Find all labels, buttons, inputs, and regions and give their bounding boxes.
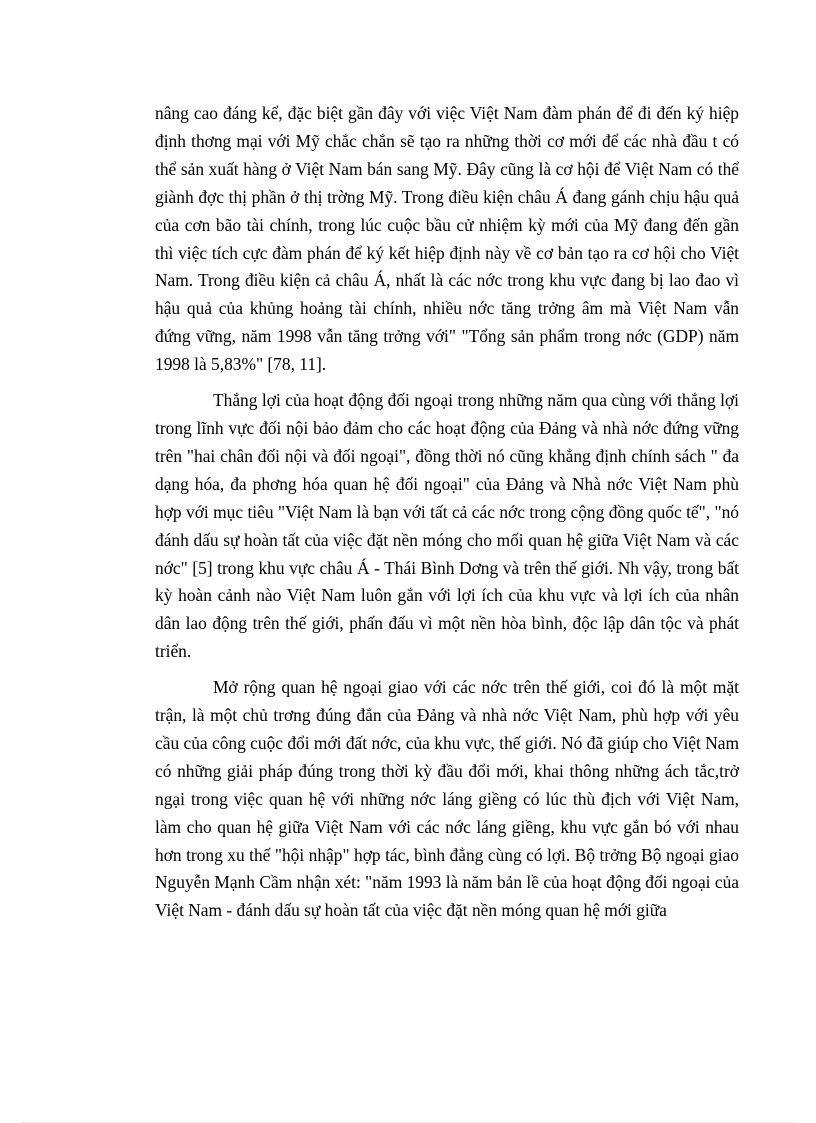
paragraph-continuation: nâng cao đáng kể, đặc biệt gần đây với việc Việt Nam đàm phán để đi đến ký hiệp định thơng mại với Mỹ chắc chắn sẽ tạo ra những thời cơ mới để các nhà đầu t có thể sản xuất hàng ở Việt Nam bán sang Mỹ. Đây cũng là cơ hội để Việt Nam có thể giành đợc thị phần ở thị trờng Mỹ. Trong điều kiện châu Á đang gánh chịu hậu quả của cơn bão tài chính, trong lúc cuộc bầu cử nhiệm kỳ mới của Mỹ đang đến gần thì việc tích cực đàm phán để ký kết hiệp định này về cơ bản tạo ra cơ hội cho Việt Nam. Trong điều kiện cả châu Á, nhất là các nớc trong khu vực đang bị lao đao vì hậu quả của khủng hoảng tài chính, nhiều nớc tăng trởng âm mà Việt Nam vẫn đứng vững, năm 1998 vẫn tăng trởng với" "Tổng sản phẩm trong nớc (GDP) năm 1998 là 5,83%" [78, 11]. bbox=[155, 103, 739, 375]
paragraph-diplomatic-expansion: Mở rộng quan hệ ngoại giao với các nớc trên thế giới, coi đó là một mặt trận, là một chủ trơng đúng đắn của Đảng và nhà nớc Việt Nam, phù hợp với yêu cầu của công cuộc đổi mới đất nớc, của khu vực, thế giới. Nó đã giúp cho Việt Nam có những giải pháp đúng trong thời kỳ đầu đổi mới, khai thông những ách tắc,trở ngại trong việc quan hệ với những nớc láng giềng có lúc thù địch với Việt Nam, làm cho quan hệ giữa Việt Nam với các nớc láng giềng, khu vực gắn bó với nhau hơn trong xu thế "hội nhập" hợp tác, bình đẳng cùng có lợi. Bộ trởng Bộ ngoại giao Nguyễn Mạnh Cầm nhận xét: "năm 1993 là năm bản lề của hoạt động đối ngoại của Việt Nam - đánh dấu sự hoàn tất của việc đặt nền móng quan hệ mới giữa bbox=[155, 677, 739, 921]
document-page bbox=[155, 100, 739, 933]
paragraph-foreign-affairs-victory: Thắng lợi của hoạt động đối ngoại trong những năm qua cùng với thắng lợi trong lĩnh vực đối nội bảo đảm cho các hoạt động của Đảng và nhà nớc đứng vững trên "hai chân đối nội và đối ngoại", đồng thời nó cũng khẳng định chính sách " đa dạng hóa, đa phơng hóa quan hệ đối ngoại" của Đảng và Nhà nớc Việt Nam phù hợp với mục tiêu "Việt Nam là bạn với tất cả các nớc trong cộng đồng quốc tế", "nó đánh dấu sự hoàn tất của việc đặt nền móng cho mối quan hệ giữa Việt Nam và các nớc" [5] trong khu vực châu Á - Thái Bình Dơng và trên thế giới. Nh vậy, trong bất kỳ hoàn cảnh nào Việt Nam luôn gắn với lợi ích của khu vực và lợi ích của nhân dân lao động trên thế giới, phấn đấu vì một nền hòa bình, độc lập dân tộc và phát triển. bbox=[155, 390, 739, 662]
